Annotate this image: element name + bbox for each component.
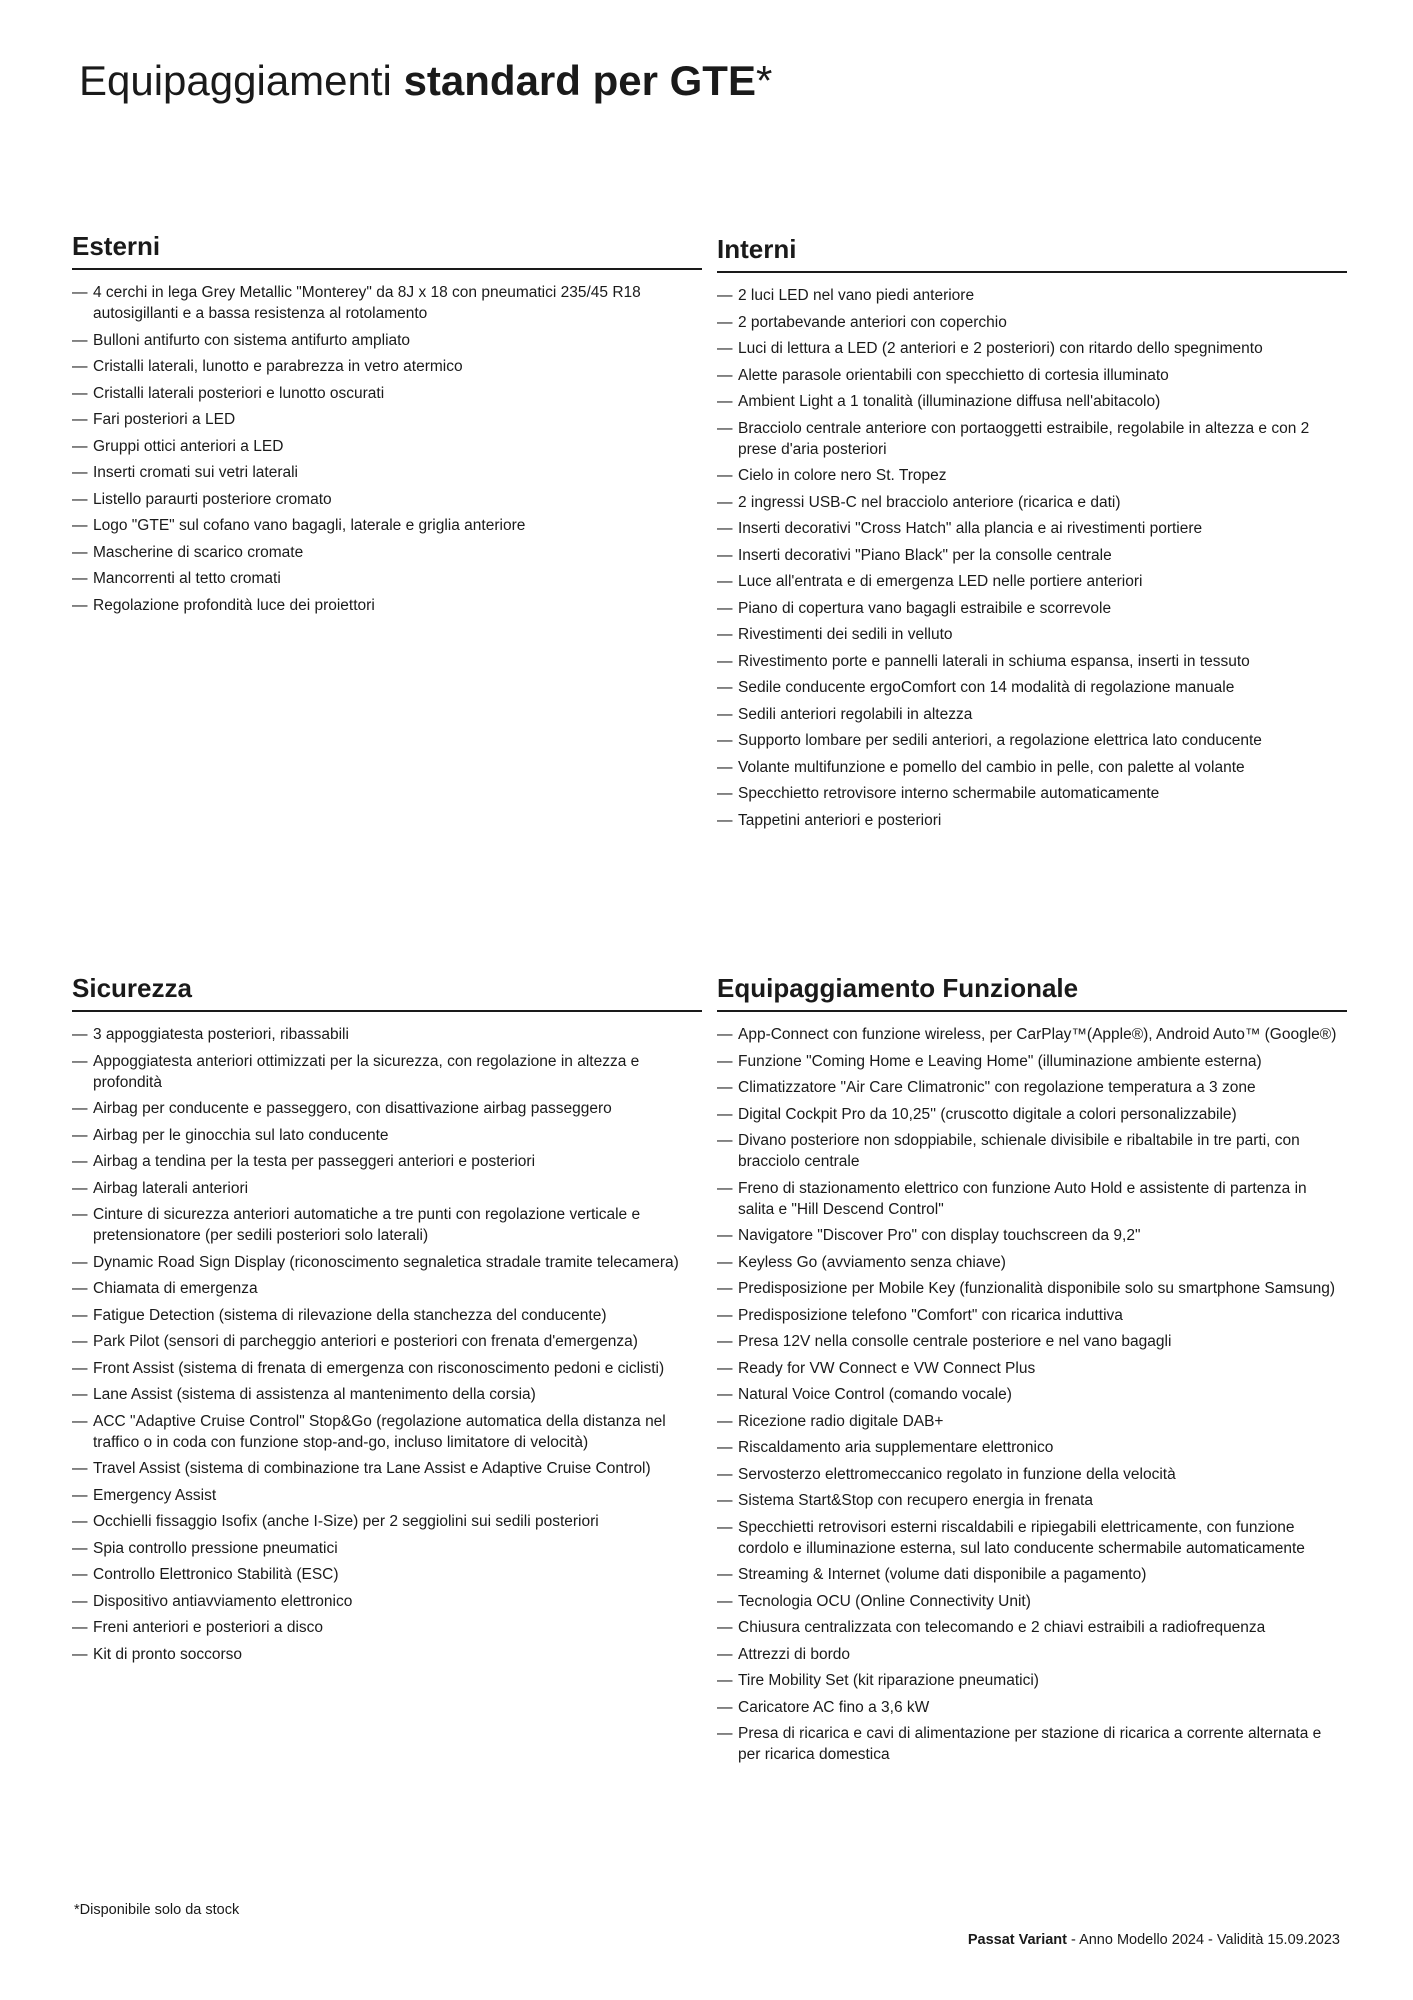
list-item: — Keyless Go (avviamento senza chiave) bbox=[717, 1252, 1347, 1273]
list-item: — Riscaldamento aria supplementare elettronico bbox=[717, 1437, 1347, 1458]
list-item: — Supporto lombare per sedili anteriori, a regolazione elettrica lato conducente bbox=[717, 730, 1347, 751]
list-item: — Tappetini anteriori e posteriori bbox=[717, 810, 1347, 831]
list-item: — App-Connect con funzione wireless, per CarPlay™(Apple®), Android Auto™ (Google®) bbox=[717, 1024, 1347, 1045]
page-title-asterisk: * bbox=[755, 57, 773, 104]
list-item: — Park Pilot (sensori di parcheggio anteriori e posteriori con frenata d'emergenza) bbox=[72, 1331, 702, 1352]
list-item: — Inserti decorativi "Piano Black" per la consolle centrale bbox=[717, 545, 1347, 566]
list-item: — 4 cerchi in lega Grey Metallic "Monterey" da 8J x 18 con pneumatici 235/45 R18 autosigillanti e a bassa resistenza al rotolamento bbox=[72, 282, 702, 324]
list-item: — Climatizzatore "Air Care Climatronic" con regolazione temperatura a 3 zone bbox=[717, 1077, 1347, 1098]
list-interni bbox=[717, 285, 1347, 831]
list-item: — Fari posteriori a LED bbox=[72, 409, 702, 430]
list-item: — Presa 12V nella consolle centrale posteriore e nel vano bagagli bbox=[717, 1331, 1347, 1352]
list-item: — Tire Mobility Set (kit riparazione pneumatici) bbox=[717, 1670, 1347, 1691]
list-item: — Gruppi ottici anteriori a LED bbox=[72, 436, 702, 457]
list-item: — Natural Voice Control (comando vocale) bbox=[717, 1384, 1347, 1405]
list-item: — Specchietto retrovisore interno schermabile automaticamente bbox=[717, 783, 1347, 804]
section-sicurezza bbox=[72, 972, 702, 1670]
list-item: — Predisposizione telefono "Comfort" con ricarica induttiva bbox=[717, 1305, 1347, 1326]
list-item: — Spia controllo pressione pneumatici bbox=[72, 1538, 702, 1559]
list-item: — Rivestimento porte e pannelli laterali in schiuma espansa, inserti in tessuto bbox=[717, 651, 1347, 672]
section-interni bbox=[717, 233, 1347, 836]
list-item: — Emergency Assist bbox=[72, 1485, 702, 1506]
list-item: — 2 portabevande anteriori con coperchio bbox=[717, 312, 1347, 333]
section-funzionale bbox=[717, 972, 1347, 1771]
list-item: — Volante multifunzione e pomello del cambio in pelle, con palette al volante bbox=[717, 757, 1347, 778]
section-title-esterni: Esterni bbox=[72, 230, 702, 270]
list-item: — Listello paraurti posteriore cromato bbox=[72, 489, 702, 510]
footer-details: - Anno Modello 2024 - Validità 15.09.2023 bbox=[1066, 1932, 1340, 1948]
list-item: — Mancorrenti al tetto cromati bbox=[72, 568, 702, 589]
list-esterni bbox=[72, 282, 702, 616]
list-item: — Airbag a tendina per la testa per passeggeri anteriori e posteriori bbox=[72, 1151, 702, 1172]
page-title bbox=[79, 56, 772, 106]
list-funzionale bbox=[717, 1024, 1347, 1765]
list-item: — Piano di copertura vano bagagli estraibile e scorrevole bbox=[717, 598, 1347, 619]
section-title-funzionale: Equipaggiamento Funzionale bbox=[717, 972, 1347, 1012]
section-title-interni: Interni bbox=[717, 233, 1347, 273]
footnote: *Disponibile solo da stock bbox=[74, 1902, 240, 1918]
list-item: — Dynamic Road Sign Display (riconoscimento segnaletica stradale tramite telecamera) bbox=[72, 1252, 702, 1273]
list-item: — Attrezzi di bordo bbox=[717, 1644, 1347, 1665]
list-item: — Chiamata di emergenza bbox=[72, 1278, 702, 1299]
list-item: — Cielo in colore nero St. Tropez bbox=[717, 465, 1347, 486]
list-item: — Inserti decorativi "Cross Hatch" alla plancia e ai rivestimenti portiere bbox=[717, 518, 1347, 539]
list-item: — Appoggiatesta anteriori ottimizzati per la sicurezza, con regolazione in altezza e profondità bbox=[72, 1051, 702, 1093]
list-item: — Ready for VW Connect e VW Connect Plus bbox=[717, 1358, 1347, 1379]
list-item: — Airbag per le ginocchia sul lato conducente bbox=[72, 1125, 702, 1146]
list-item: — 2 ingressi USB-C nel bracciolo anteriore (ricarica e dati) bbox=[717, 492, 1347, 513]
list-item: — Kit di pronto soccorso bbox=[72, 1644, 702, 1665]
list-item: — Fatigue Detection (sistema di rilevazione della stanchezza del conducente) bbox=[72, 1305, 702, 1326]
list-item: — Inserti cromati sui vetri laterali bbox=[72, 462, 702, 483]
list-item: — Freni anteriori e posteriori a disco bbox=[72, 1617, 702, 1638]
list-item: — Alette parasole orientabili con specchietto di cortesia illuminato bbox=[717, 365, 1347, 386]
list-item: — Controllo Elettronico Stabilità (ESC) bbox=[72, 1564, 702, 1585]
list-item: — Bulloni antifurto con sistema antifurto ampliato bbox=[72, 330, 702, 351]
list-item: — Mascherine di scarico cromate bbox=[72, 542, 702, 563]
list-item: — Funzione "Coming Home e Leaving Home" (illuminazione ambiente esterna) bbox=[717, 1051, 1347, 1072]
page-title-light: Equipaggiamenti bbox=[79, 57, 404, 104]
list-item: — Servosterzo elettromeccanico regolato in funzione della velocità bbox=[717, 1464, 1347, 1485]
section-title-sicurezza: Sicurezza bbox=[72, 972, 702, 1012]
list-item: — Rivestimenti dei sedili in velluto bbox=[717, 624, 1347, 645]
list-item: — 3 appoggiatesta posteriori, ribassabili bbox=[72, 1024, 702, 1045]
list-item: — Luce all'entrata e di emergenza LED nelle portiere anteriori bbox=[717, 571, 1347, 592]
list-item: — Caricatore AC fino a 3,6 kW bbox=[717, 1697, 1347, 1718]
list-item: — Cristalli laterali, lunotto e parabrezza in vetro atermico bbox=[72, 356, 702, 377]
list-item: — Divano posteriore non sdoppiabile, schienale divisibile e ribaltabile in tre parti, con bracciolo centrale bbox=[717, 1130, 1347, 1172]
list-item: — Airbag per conducente e passeggero, con disattivazione airbag passeggero bbox=[72, 1098, 702, 1119]
list-item: — Presa di ricarica e cavi di alimentazione per stazione di ricarica a corrente alternata e per ricarica domestica bbox=[717, 1723, 1347, 1765]
list-item: — Ricezione radio digitale DAB+ bbox=[717, 1411, 1347, 1432]
list-item: — 2 luci LED nel vano piedi anteriore bbox=[717, 285, 1347, 306]
list-item: — Chiusura centralizzata con telecomando e 2 chiavi estraibili a radiofrequenza bbox=[717, 1617, 1347, 1638]
list-item: — Sistema Start&Stop con recupero energia in frenata bbox=[717, 1490, 1347, 1511]
list-item: — Sedili anteriori regolabili in altezza bbox=[717, 704, 1347, 725]
list-item: — Bracciolo centrale anteriore con portaoggetti estraibile, regolabile in altezza e con 2 prese d'aria posteriori bbox=[717, 418, 1347, 460]
list-item: — Navigatore "Discover Pro" con display touchscreen da 9,2" bbox=[717, 1225, 1347, 1246]
list-item: — Travel Assist (sistema di combinazione tra Lane Assist e Adaptive Cruise Control) bbox=[72, 1458, 702, 1479]
list-item: — Freno di stazionamento elettrico con funzione Auto Hold e assistente di partenza in salita e "Hill Descend Control" bbox=[717, 1178, 1347, 1220]
list-item: — Front Assist (sistema di frenata di emergenza con risconoscimento pedoni e ciclisti) bbox=[72, 1358, 702, 1379]
list-item: — Regolazione profondità luce dei proiettori bbox=[72, 595, 702, 616]
list-item: — Predisposizione per Mobile Key (funzionalità disponibile solo su smartphone Samsung) bbox=[717, 1278, 1347, 1299]
list-item: — Occhielli fissaggio Isofix (anche I-Size) per 2 seggiolini sui sedili posteriori bbox=[72, 1511, 702, 1532]
list-item: — Digital Cockpit Pro da 10,25'' (cruscotto digitale a colori personalizzabile) bbox=[717, 1104, 1347, 1125]
page-footer bbox=[968, 1930, 1340, 1950]
footer-model: Passat Variant bbox=[967, 1932, 1067, 1948]
list-item: — ACC "Adaptive Cruise Control" Stop&Go (regolazione automatica della distanza nel traffico o in coda con funzione stop-and-go, incluso limitatore di velocità) bbox=[72, 1411, 702, 1453]
list-item: — Specchietti retrovisori esterni riscaldabili e ripiegabili elettricamente, con funzione cordolo e illuminazione esterna, sul lato conducente schermabile automaticamente bbox=[717, 1517, 1347, 1559]
list-item: — Dispositivo antiavviamento elettronico bbox=[72, 1591, 702, 1612]
list-item: — Streaming & Internet (volume dati disponibile a pagamento) bbox=[717, 1564, 1347, 1585]
list-item: — Cristalli laterali posteriori e lunotto oscurati bbox=[72, 383, 702, 404]
list-item: — Tecnologia OCU (Online Connectivity Unit) bbox=[717, 1591, 1347, 1612]
list-item: — Sedile conducente ergoComfort con 14 modalità di regolazione manuale bbox=[717, 677, 1347, 698]
list-item: — Ambient Light a 1 tonalità (illuminazione diffusa nell'abitacolo) bbox=[717, 391, 1347, 412]
section-esterni bbox=[72, 230, 702, 621]
list-item: — Lane Assist (sistema di assistenza al mantenimento della corsia) bbox=[72, 1384, 702, 1405]
list-item: — Logo "GTE" sul cofano vano bagagli, laterale e griglia anteriore bbox=[72, 515, 702, 536]
list-item: — Luci di lettura a LED (2 anteriori e 2 posteriori) con ritardo dello spegnimento bbox=[717, 338, 1347, 359]
list-item: — Cinture di sicurezza anteriori automatiche a tre punti con regolazione verticale e pretensionatore (per sedili posteriori solo laterali) bbox=[72, 1204, 702, 1246]
list-sicurezza bbox=[72, 1024, 702, 1665]
page-title-bold: standard per GTE bbox=[403, 57, 756, 104]
list-item: — Airbag laterali anteriori bbox=[72, 1178, 702, 1199]
